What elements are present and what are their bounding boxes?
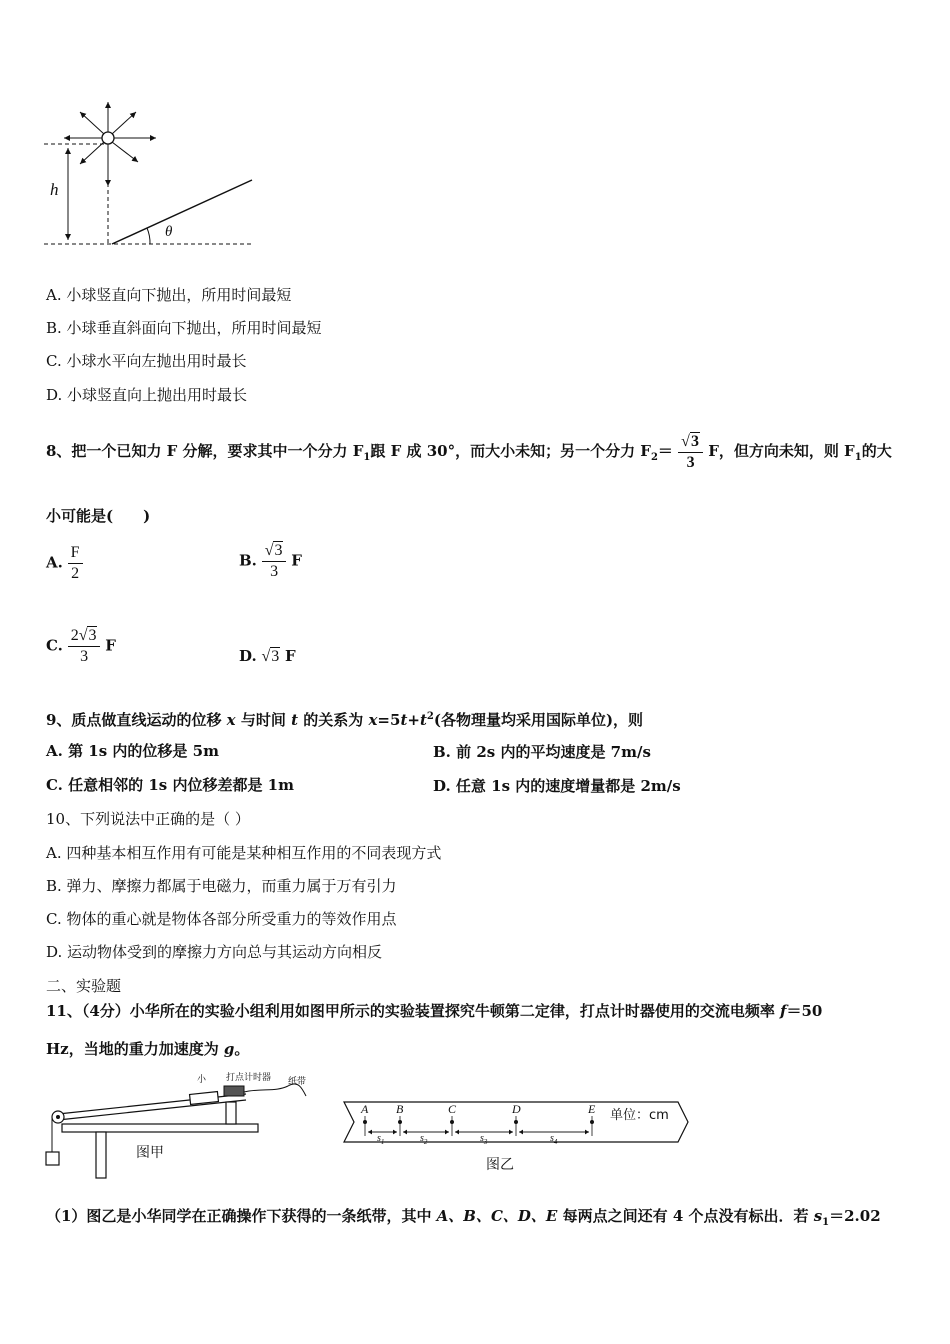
tape-s1: $s_1$: [377, 1133, 385, 1146]
q8-frac: $\frac{√3}{3}$: [678, 432, 703, 473]
figure-jia-caption: 图甲: [136, 1145, 164, 1161]
q7-option-c[interactable]: C. 小球水平向左抛出用时最长: [46, 352, 247, 370]
q7-option-a[interactable]: A. 小球竖直向下抛出，所用时间最短: [46, 286, 292, 304]
tape-unit-label: 单位：cm: [610, 1108, 669, 1123]
tape-point-b: B: [396, 1102, 404, 1116]
tape-s3: $s_3$: [480, 1133, 488, 1146]
tape-point-a: A: [361, 1102, 369, 1116]
q10-option-b[interactable]: B. 弹力、摩擦力都属于电磁力，而重力属于万有引力: [46, 877, 397, 895]
h-label: h: [50, 180, 59, 199]
figure-yi-caption: 图乙: [486, 1157, 514, 1173]
q9-option-b[interactable]: B. 前 2s 内的平均速度是 7m/s: [433, 743, 651, 761]
q10-option-c[interactable]: C. 物体的重心就是物体各部分所受重力的等效作用点: [46, 910, 397, 928]
tape-point-e: E: [588, 1102, 596, 1116]
theta-label: θ: [165, 224, 173, 240]
figure-jia-car-label: 小: [197, 1075, 207, 1085]
tape-point-d: D: [512, 1102, 521, 1116]
q7-option-d[interactable]: D. 小球竖直向上抛出用时最长: [46, 386, 248, 404]
figure-jia-timer-label: 打点计时器: [226, 1073, 272, 1083]
figure-jia: [40, 1066, 330, 1186]
q11-stem: 11、（4分）小华所在的实验小组利用如图甲所示的实验装置探究牛顿第二定律，打点计时器使用的交流电频率 f＝50: [46, 1002, 823, 1020]
q11-part1: （1）图乙是小华同学在正确操作下获得的一条纸带，其中 A、B、C、D、E 每两点之间还有 4 个点没有标出．若 $s_1=2.02$: [46, 1207, 881, 1228]
q9-option-a[interactable]: A. 第 1s 内的位移是 5m: [46, 742, 219, 760]
figure-jia-tape-label: 纸带: [288, 1077, 307, 1087]
q7-option-b[interactable]: B. 小球垂直斜面向下抛出，所用时间最短: [46, 319, 322, 337]
q10-option-d[interactable]: D. 运动物体受到的摩擦力方向总与其运动方向相反: [46, 943, 383, 961]
q7-figure: [40, 96, 270, 266]
q8-option-a[interactable]: A. $\frac{F}{2}$: [46, 543, 83, 584]
tape-s2: $s_2$: [420, 1133, 428, 1146]
q10-option-a[interactable]: A. 四种基本相互作用有可能是某种相互作用的不同表现方式: [46, 844, 442, 862]
q8-option-d[interactable]: D. √3 F: [239, 647, 296, 665]
q8-stem: 8、把一个已知力 F 分解，要求其中一个分力 $F_1$跟 F 成 30°，而大小未知；另一个分力 $F_2=$ $\frac{√3}{3}$ F，但方向未知，则 $F_1$的大: [46, 432, 892, 471]
q11-stem-line2: Hz，当地的重力加速度为 g。: [46, 1040, 250, 1058]
q9-option-d[interactable]: D. 任意 1s 内的速度增量都是 2m/s: [433, 777, 681, 795]
q9-stem: 9、质点做直线运动的位移 x 与时间 t 的关系为 $x=5t+t^2$(各物理量均采用国际单位)，则: [46, 711, 644, 729]
q8-option-c[interactable]: C. $\frac{2√3}{3}$ F: [46, 627, 116, 665]
q8-option-b[interactable]: B. $\frac{√3}{3}$ F: [239, 542, 302, 580]
q9-option-c[interactable]: C. 任意相邻的 1s 内位移差都是 1m: [46, 776, 294, 794]
q8-stem-line2: 小可能是( ): [46, 507, 151, 525]
section-heading: 二、实验题: [46, 977, 122, 995]
tape-s4: $s_4$: [550, 1133, 558, 1146]
tape-point-c: C: [448, 1102, 457, 1116]
q10-stem: 10、下列说法中正确的是（ ）: [46, 810, 250, 828]
